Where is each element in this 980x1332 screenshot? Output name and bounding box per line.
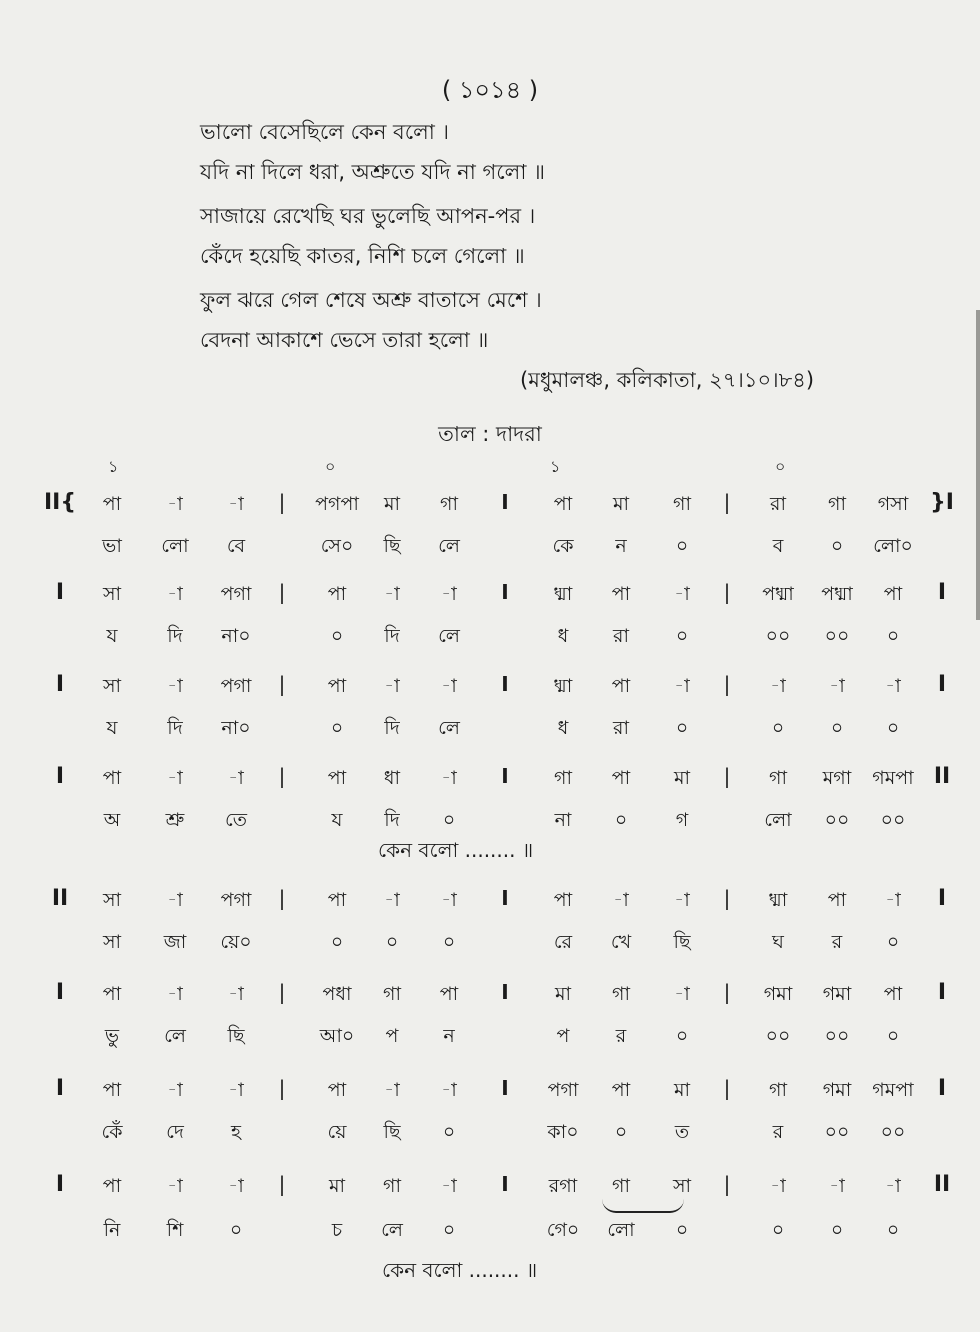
swara-row [0,980,980,1014]
measure-divider: | [723,980,731,1004]
swara-note: -া [167,1079,183,1101]
swara-note: -া [167,675,183,697]
lyric-syllable: র [831,931,843,953]
swara-row [0,886,980,920]
swara-note: মগা [822,767,852,789]
swara-note: ধা [383,767,401,789]
measure-divider: | [278,886,286,910]
swara-note: সা [102,889,122,911]
swara-note: -া [167,583,183,605]
refrain-line: কেন বলো ........ ॥ [378,838,534,862]
swara-note: -া [167,1175,183,1197]
lyric-syllable: র [772,1121,784,1143]
lyric-syllable: গে০ [546,1219,580,1241]
swara-note: পগা [220,675,252,697]
lyric-syllable-row [0,532,980,566]
swara-note: পা [102,983,122,1005]
lyric-syllable: ০০ [880,809,906,831]
lyric-syllable: ছি [227,1025,245,1047]
swara-note: পধ্মা [762,583,794,605]
measure-divider: | [278,672,286,696]
swara-note: -া [441,675,457,697]
lyric-syllable: য [106,717,118,739]
row-start-bar: I [55,980,65,1005]
swara-note: পা [327,889,347,911]
measure-divider: | [278,1172,286,1196]
swara-note: গমপা [872,767,914,789]
lyric-syllable: ০ [675,1219,689,1241]
lyric-syllable: লে [438,717,460,739]
row-start-bar: I [55,764,65,789]
measure-divider: I [501,672,509,696]
swara-note: সা [672,1175,692,1197]
swara-note: -া [613,889,629,911]
swara-note: গা [383,1175,401,1197]
lyric-syllable: রা [613,717,629,739]
row-start-bar: I [55,1076,65,1101]
lyric-line: সাজায়ে রেখেছি ঘর ভুলেছি আপন-পর । [200,204,536,228]
lyric-syllable: চ [331,1219,343,1241]
swara-note: ধ্মা [553,583,573,605]
swara-note: পধা [322,983,352,1005]
lyric-syllable: ০ [675,535,689,557]
measure-divider: I [501,1172,509,1196]
lyric-syllable: ০ [330,625,344,647]
swara-note: পা [553,889,573,911]
lyric-line: কেঁদে হয়েছি কাতর, নিশি চলে গেলো ॥ [200,244,525,268]
swara-note: পা [327,583,347,605]
swara-note: গমা [763,983,793,1005]
swara-note: পা [827,889,847,911]
swara-note: -া [674,889,690,911]
lyric-syllable: কেঁ [101,1121,123,1143]
lyric-syllable: লো [161,535,189,557]
lyric-syllable: ০ [442,809,456,831]
swara-note: গা [769,767,787,789]
swara-note: পা [102,767,122,789]
swara-note: -া [674,583,690,605]
row-end-bar: I [937,672,947,697]
lyric-syllable: ন [615,535,627,557]
lyric-syllable: ভা [102,535,122,557]
swara-row [0,490,980,524]
lyric-syllable: প [385,1025,399,1047]
measure-divider: | [278,1076,286,1100]
measure-divider: I [501,764,509,788]
swara-note: -া [829,1175,845,1197]
measure-divider: I [501,886,509,910]
swara-note: -া [885,1175,901,1197]
swara-note: রা [770,493,786,515]
swara-note: গসা [877,493,909,515]
lyric-syllable: খে [610,931,632,953]
measure-divider: | [723,1172,731,1196]
swara-note: -া [167,889,183,911]
swara-note: -া [885,675,901,697]
lyric-syllable: দে [166,1121,184,1143]
swara-note: -া [441,889,457,911]
measure-divider: I [501,490,509,514]
lyric-syllable: ০ [229,1219,243,1241]
measure-divider: I [501,1076,509,1100]
measure-divider: I [501,980,509,1004]
lyric-syllable: ন [443,1025,455,1047]
measure-divider: | [278,580,286,604]
measure-divider: | [723,886,731,910]
swara-note: মা [383,493,401,515]
lyric-syllable: য়ে০ [220,931,252,953]
swara-note: গা [673,493,691,515]
lyric-line: যদি না দিলে ধরা, অশ্রুতে যদি না গলো ॥ [200,160,545,184]
swara-note: সা [102,583,122,605]
lyric-syllable: ০০ [880,1121,906,1143]
lyric-syllable: ০ [886,717,900,739]
row-end-bar: II [933,1172,951,1197]
lyric-syllable: লো০ [873,535,913,557]
row-start-bar: I [55,1172,65,1197]
swara-note: সা [102,675,122,697]
lyric-syllable: ০ [830,1219,844,1241]
swara-note: পধ্মা [821,583,853,605]
swara-note: গা [769,1079,787,1101]
swara-note: পা [102,1175,122,1197]
source-citation: (মধুমালঞ্চ, কলিকাতা, ২৭।১০।৮৪) [520,368,815,392]
swara-note: -া [674,983,690,1005]
lyric-syllable: ০০ [824,809,850,831]
swara-note: -া [384,1079,400,1101]
measure-divider: I [501,580,509,604]
swara-note: পা [611,1079,631,1101]
swara-note: -া [228,983,244,1005]
lyric-syllable: লে [381,1219,403,1241]
lyric-syllable: সা [102,931,122,953]
lyric-syllable: ০ [442,931,456,953]
lyric-syllable: না০ [221,625,251,647]
measure-divider: | [278,764,286,788]
lyric-syllable: ধ [557,717,569,739]
swara-note: মা [673,767,691,789]
measure-divider: | [278,490,286,514]
row-end-bar: }I [930,490,954,515]
lyric-syllable: দি [384,809,400,831]
lyric-syllable: ০ [886,625,900,647]
swara-note: -া [441,767,457,789]
slur-mark [602,1199,684,1213]
lyric-syllable: দি [384,625,400,647]
lyric-syllable: ছি [673,931,691,953]
lyric-line: বেদনা আকাশে ভেসে তারা হলো ॥ [200,328,489,352]
swara-note: -া [885,889,901,911]
beat-mark: ০ [775,457,786,476]
lyric-syllable: ০ [442,1121,456,1143]
lyric-syllable: ০ [886,1219,900,1241]
lyric-syllable: সে০ [320,535,354,557]
swara-note: -া [441,1079,457,1101]
swara-note: পা [327,767,347,789]
swara-note: -া [770,675,786,697]
lyric-syllable: ০ [614,1121,628,1143]
lyric-syllable: য [106,625,118,647]
lyric-line: ভালো বেসেছিলে কেন বলো । [200,120,450,144]
measure-divider: | [723,764,731,788]
lyric-syllable-row [0,928,980,962]
row-end-bar: I [937,580,947,605]
swara-note: পগা [220,583,252,605]
lyric-syllable: ০ [675,717,689,739]
lyric-syllable: না [554,809,572,831]
swara-note: পা [553,493,573,515]
swara-note: পগপা [315,493,359,515]
beat-mark: ১ [550,457,561,476]
lyric-syllable: ০ [771,1219,785,1241]
lyric-syllable-row [0,1118,980,1152]
lyric-syllable: গ [675,809,689,831]
swara-note: -া [167,767,183,789]
lyric-syllable: ০ [385,931,399,953]
lyric-syllable: লে [438,535,460,557]
lyric-syllable: কা০ [547,1121,579,1143]
swara-note: পগা [220,889,252,911]
swara-note: -া [441,583,457,605]
swara-note: পগা [547,1079,579,1101]
lyric-syllable: জা [163,931,187,953]
swara-note: পা [611,767,631,789]
lyric-syllable: ০০ [765,1025,791,1047]
tala-heading: তাল : দাদরা [438,422,542,446]
swara-note: -া [441,1175,457,1197]
swara-note: পা [883,583,903,605]
lyric-syllable: রে [553,931,573,953]
swara-note: -া [167,983,183,1005]
swara-note: মা [328,1175,346,1197]
lyric-syllable: ০ [330,931,344,953]
lyric-syllable: দি [167,717,183,739]
lyric-syllable: ধ [557,625,569,647]
lyric-syllable: ০ [771,717,785,739]
lyric-line: ফুল ঝরে গেল শেষে অশ্রু বাতাসে মেশে । [200,288,542,312]
row-end-bar: I [937,1076,947,1101]
swara-note: মা [673,1079,691,1101]
lyric-syllable: লে [164,1025,186,1047]
lyric-syllable: বে [226,535,246,557]
lyric-syllable: ০০ [824,1025,850,1047]
swara-note: -া [167,493,183,515]
page-edge [976,310,980,620]
swara-note: -া [384,889,400,911]
lyric-syllable: লে [438,625,460,647]
lyric-syllable: অ [103,809,121,831]
lyric-syllable: দি [167,625,183,647]
swara-row [0,764,980,798]
swara-note: -া [674,675,690,697]
swara-note: পা [611,675,631,697]
lyric-syllable: লো [764,809,792,831]
swara-note: পা [883,983,903,1005]
swara-note: -া [228,493,244,515]
row-start-bar: II [51,886,69,911]
lyric-syllable: ০ [675,625,689,647]
beat-mark: ১ [108,457,119,476]
lyric-syllable: ব [772,535,784,557]
lyric-syllable: য [331,809,343,831]
swara-note: -া [384,583,400,605]
lyric-syllable: ০ [442,1219,456,1241]
swara-note: -া [228,1079,244,1101]
lyric-syllable: শি [166,1219,184,1241]
swara-note: গা [383,983,401,1005]
lyric-syllable: ০ [614,809,628,831]
row-end-bar: I [937,980,947,1005]
lyric-syllable: ০ [830,535,844,557]
swara-note: পা [102,1079,122,1101]
lyric-syllable: না০ [221,717,251,739]
swara-note: ধ্মা [553,675,573,697]
swara-row [0,672,980,706]
swara-note: পা [102,493,122,515]
lyric-syllable: ০ [830,717,844,739]
lyric-syllable: দি [384,717,400,739]
swara-note: গা [554,767,572,789]
lyric-syllable: ছি [383,535,401,557]
lyric-syllable: ০ [886,931,900,953]
lyric-syllable: ছি [383,1121,401,1143]
lyric-syllable-row [0,1216,980,1250]
lyric-syllable: হ [231,1121,241,1143]
swara-note: রগা [548,1175,578,1197]
swara-note: মা [612,493,630,515]
lyric-syllable: তে [225,809,247,831]
row-start-bar: I [55,672,65,697]
lyric-syllable: শ্রু [165,809,185,831]
swara-note: -া [384,675,400,697]
lyric-syllable: আ০ [319,1025,355,1047]
lyric-syllable: নি [103,1219,121,1241]
lyric-syllable: ০ [675,1025,689,1047]
swara-note: গা [440,493,458,515]
swara-note: -া [228,1175,244,1197]
swara-row [0,1172,980,1206]
lyric-syllable: রা [613,625,629,647]
swara-row [0,580,980,614]
lyric-syllable: প [556,1025,570,1047]
lyric-syllable: ০ [886,1025,900,1047]
swara-note: গমা [822,1079,852,1101]
swara-note: গা [612,983,630,1005]
row-end-bar: I [937,886,947,911]
lyric-syllable-row [0,806,980,840]
lyric-syllable: কে [552,535,574,557]
measure-divider: | [723,580,731,604]
swara-note: পা [327,675,347,697]
beat-mark: ০ [325,457,336,476]
measure-divider: | [723,1076,731,1100]
row-start-bar: II{ [43,490,77,515]
lyric-syllable-row [0,714,980,748]
lyric-syllable: ঘ [772,931,784,953]
row-end-bar: II [933,764,951,789]
lyric-syllable-row [0,1022,980,1056]
swara-note: পা [439,983,459,1005]
lyric-syllable: ০০ [824,1121,850,1143]
swara-note: মা [554,983,572,1005]
lyric-syllable: ভু [104,1025,120,1047]
refrain-line: কেন বলো ........ ॥ [382,1258,538,1282]
lyric-syllable: ত [674,1121,690,1143]
measure-divider: | [278,980,286,1004]
measure-divider: | [723,490,731,514]
page-number: ( ১০১৪ ) [441,76,539,104]
swara-note: -া [829,675,845,697]
lyric-syllable: ০০ [824,625,850,647]
swara-note: ধ্মা [768,889,788,911]
swara-note: গা [828,493,846,515]
lyric-syllable: ০০ [765,625,791,647]
lyric-syllable: য়ে [327,1121,347,1143]
measure-divider: | [723,672,731,696]
swara-row [0,1076,980,1110]
swara-note: গমপা [872,1079,914,1101]
lyric-syllable: লো [607,1219,635,1241]
swara-note: -া [228,767,244,789]
swara-note: -া [770,1175,786,1197]
swara-note: পা [327,1079,347,1101]
lyric-syllable: ০ [330,717,344,739]
swara-note: গা [612,1175,630,1197]
row-start-bar: I [55,580,65,605]
lyric-syllable-row [0,622,980,656]
swara-note: গমা [822,983,852,1005]
lyric-syllable: র [615,1025,627,1047]
swara-note: পা [611,583,631,605]
